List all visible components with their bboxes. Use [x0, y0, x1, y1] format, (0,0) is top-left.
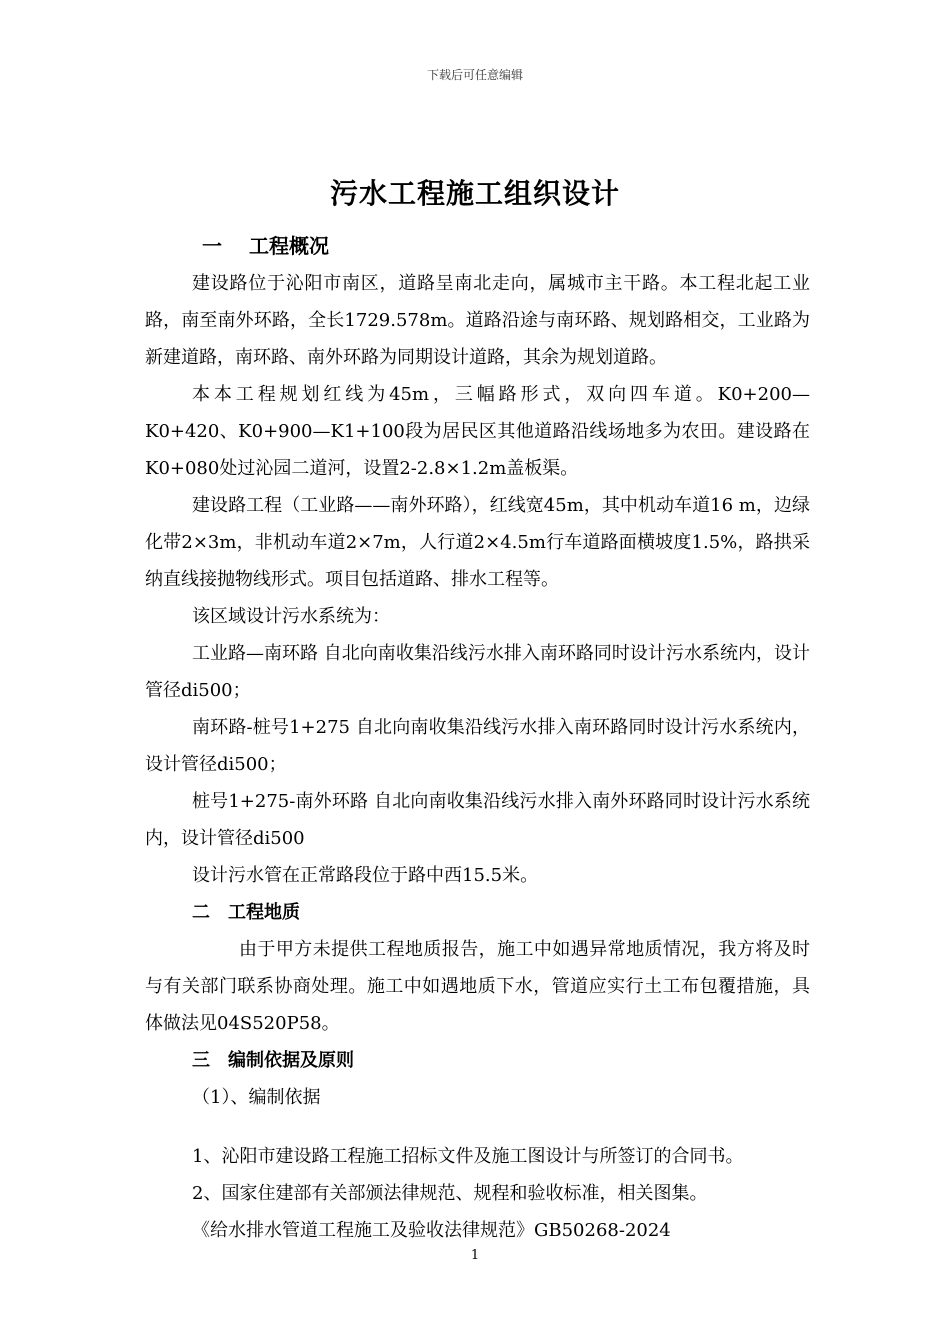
- section-heading-overview: 一 工程概况: [202, 234, 329, 258]
- list-item: 2、国家住建部有关部颁法律规范、规程和验收标准，相关图集。: [192, 1183, 708, 1204]
- document-title: 污水工程施工组织设计: [329, 177, 620, 210]
- paragraph: 工业路—南环路 自北向南收集沿线污水排入南环路同时设计污水系统内，设计管径di500；: [145, 643, 810, 701]
- section-heading-geology: 二 工程地质: [192, 902, 300, 923]
- paragraph: 由于甲方未提供工程地质报告，施工中如遇异常地质情况，我方将及时与有关部门联系协商处理。施工中如遇地质下水，管道应实行土工布包覆措施，具体做法见04S520P58。: [145, 939, 810, 1034]
- paragraph: 南环路-桩号1+275 自北向南收集沿线污水排入南环路同时设计污水系统内，设计管径di500；: [145, 717, 810, 775]
- paragraph: 建设路工程（工业路——南外环路），红线宽45m，其中机动车道16 m，边绿化带2×3m，非机动车道2×7m，人行道2×4.5m行车道路面横坡度1.5%，路拱采纳直线接抛物线形式。项目包括道路、排水工程等。: [145, 495, 810, 590]
- paragraph: 本本工程规划红线为45m，三幅路形式，双向四车道。K0+200—K0+420、K0+900—K1+100段为居民区其他道路沿线场地多为农田。建设路在K0+080处过沁园二道河，设置2-2.8×1.2m盖板渠。: [145, 384, 810, 479]
- list-item: 1、沁阳市建设路工程施工招标文件及施工图设计与所签订的合同书。: [192, 1146, 744, 1167]
- section-heading-basis: 三 编制依据及原则: [192, 1050, 354, 1071]
- spacer: [145, 1116, 810, 1138]
- header-note: 下载后可任意编辑: [426, 68, 523, 82]
- page-number: 1: [470, 1248, 480, 1263]
- list-item: 《给水排水管道工程施工及验收法律规范》GB50268-2024: [192, 1220, 671, 1241]
- paragraph: 桩号1+275-南外环路 自北向南收集沿线污水排入南外环路同时设计污水系统内，设计管径di500: [145, 791, 810, 849]
- paragraph: 该区域设计污水系统为：: [192, 606, 390, 627]
- paragraph: 设计污水管在正常路段位于路中西15.5米。: [192, 865, 539, 886]
- paragraph: 建设路位于沁阳市南区，道路呈南北走向，属城市主干路。本工程北起工业路，南至南外环路，全长1729.578m。道路沿途与南环路、规划路相交，工业路为新建道路，南环路、南外环路为同期设计道路，其余为规划道路。: [145, 273, 810, 368]
- document-body: [145, 228, 810, 1249]
- subsection-heading: （1）、编制依据: [192, 1087, 321, 1108]
